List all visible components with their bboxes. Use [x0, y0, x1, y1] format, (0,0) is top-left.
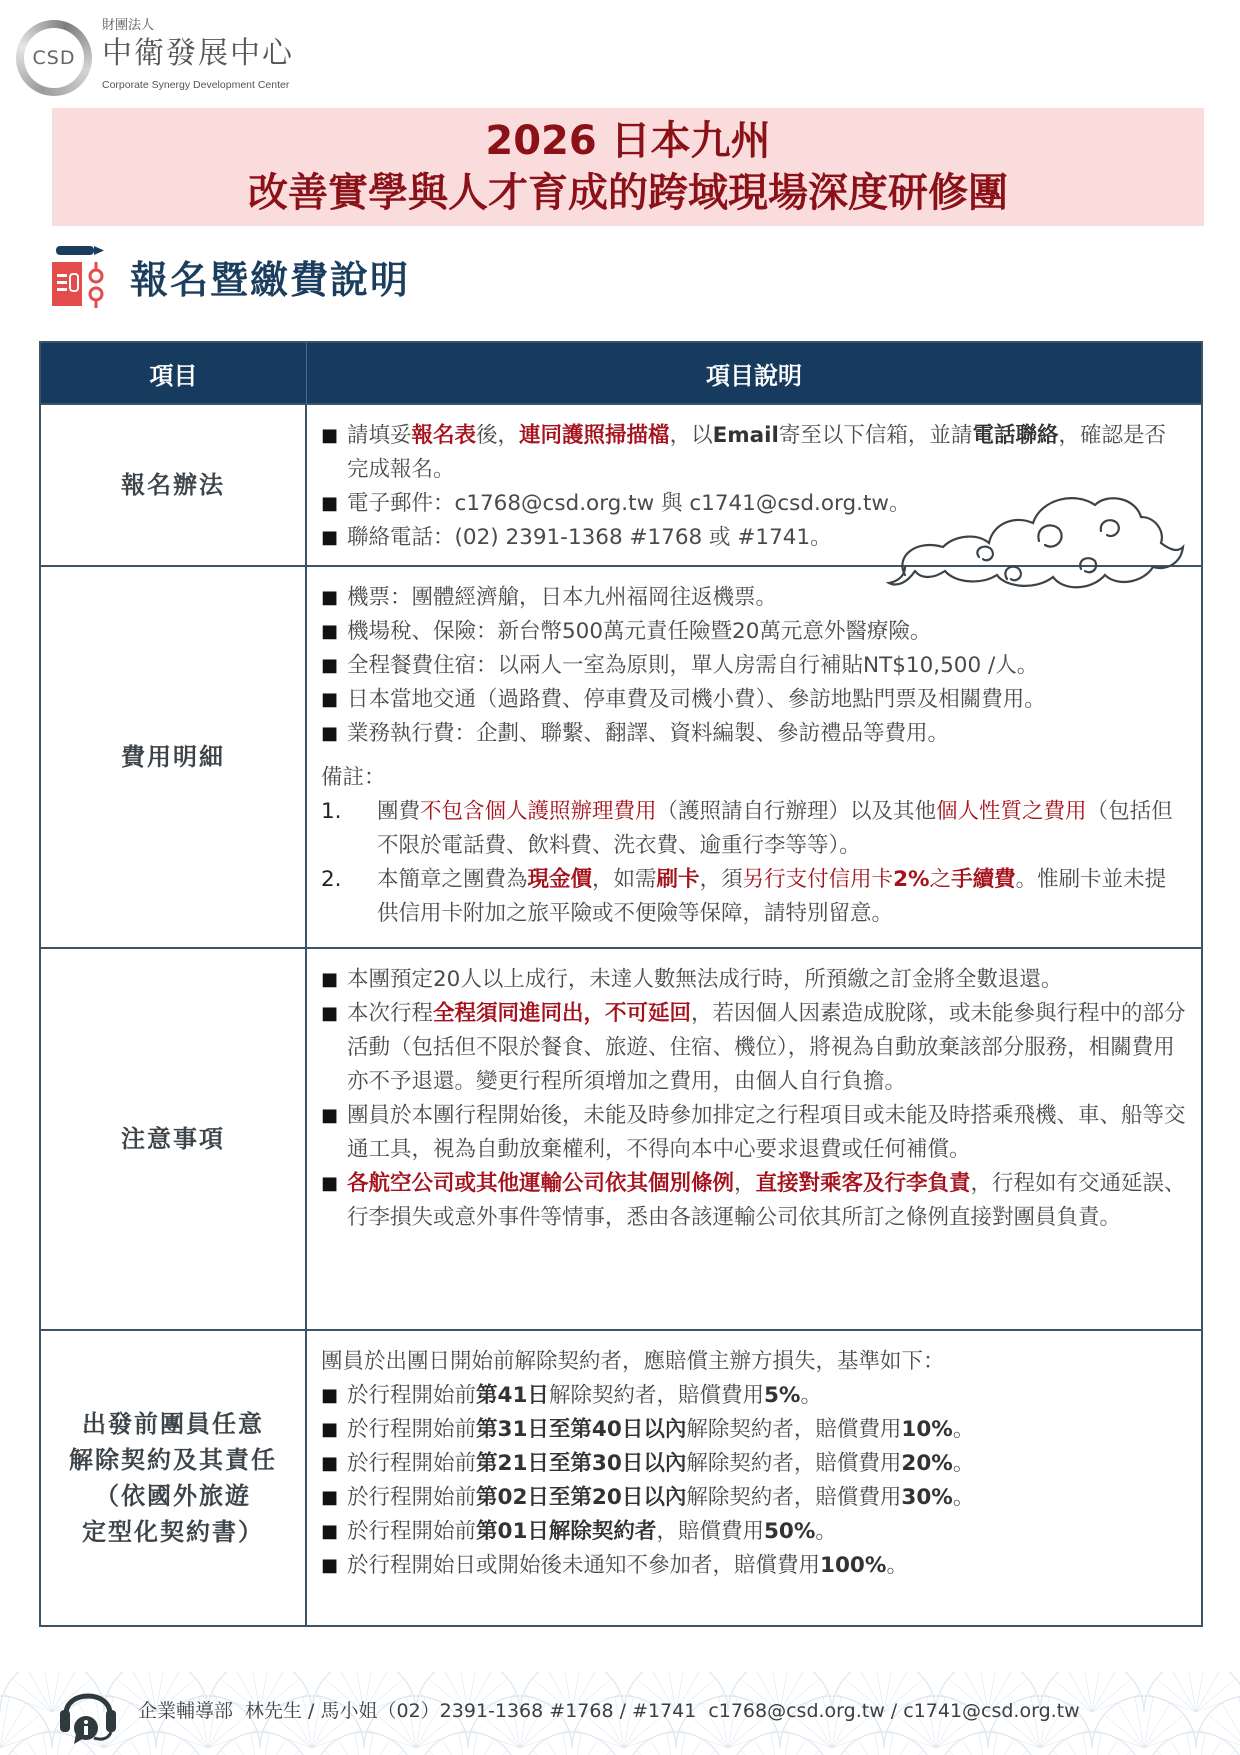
footer-contacts: 林先生 / 馬小姐（02）2391-1368 #1768 / #1741 [245, 1700, 697, 1722]
emphasis-text: 現金價 [527, 867, 593, 892]
square-bullet-icon: ■ [321, 493, 339, 514]
square-bullet-icon: ■ [321, 1385, 339, 1406]
bullet-list [321, 419, 1187, 555]
fan-rib [884, 1739, 910, 1755]
fan-rib [156, 1739, 182, 1755]
label-line: 定型化契約書） [82, 1518, 264, 1546]
item-text [347, 1481, 1187, 1515]
fan-rib [1208, 1715, 1240, 1748]
emphasis-text: 50% [763, 1519, 816, 1544]
text-segment: 。惟刷卡並未提供信用卡附加之旅平險或不便險等保障，請特別留意。 [377, 867, 1167, 926]
bullet-item [321, 487, 1187, 521]
text-segment: 日本當地交通（過路費、停車費及司機小費）、參訪地點門票及相關費用。 [347, 687, 1046, 712]
emphasis-text: 10% [901, 1417, 953, 1442]
fan-rib [43, 1672, 52, 1712]
bullet-item [321, 1549, 1187, 1583]
row-content [307, 949, 1201, 1329]
footer-department: 企業輔導部 [138, 1700, 234, 1722]
text-segment: ，如需 [592, 867, 657, 892]
fan-rib [676, 1739, 702, 1755]
square-bullet-icon: ■ [321, 1555, 339, 1576]
text-segment: ，以 [669, 423, 713, 448]
note-label: 備註： [321, 765, 386, 790]
label-line: （依國外旅遊 [95, 1482, 251, 1510]
emphasis-text: 第31日至第40日以內 [476, 1417, 687, 1442]
fan-rib [1196, 1694, 1240, 1712]
bullet-item [321, 963, 1187, 997]
item-text [347, 997, 1187, 1099]
text-segment: 於行程開始前 [347, 1451, 477, 1476]
logo-name: 中衛發展中心 [102, 36, 294, 71]
text-segment: ，賠償費用 [656, 1519, 764, 1544]
item-text [347, 581, 1187, 615]
fan-rib [1187, 1672, 1196, 1712]
bullet-item [321, 1379, 1187, 1413]
label-line: 解除契約及其責任 [69, 1446, 277, 1474]
banner-title-line1: 2026 日本九州 [485, 118, 771, 164]
row-label: 注意事項 [41, 949, 307, 1329]
text-segment: 寄至以下信箱，並請 [778, 423, 973, 448]
text-segment: ，確認是否完成報名。 [347, 423, 1166, 482]
fan-rib [572, 1739, 598, 1755]
emphasis-text: 刷卡 [656, 867, 700, 892]
square-bullet-icon: ■ [321, 621, 339, 642]
row-content [307, 567, 1201, 947]
emphasis-text: 電話聯絡 [972, 423, 1059, 448]
text-segment: （護照請自行辦理）以及其他 [656, 799, 937, 824]
square-bullet-icon: ■ [321, 1521, 339, 1542]
bullet-item [321, 1481, 1187, 1515]
square-bullet-icon: ■ [321, 587, 339, 608]
fan-rib [780, 1739, 806, 1755]
square-bullet-icon: ■ [321, 527, 339, 548]
fan-arc [1144, 1732, 1240, 1755]
text-segment: 。 [952, 1451, 975, 1476]
bullet-list [321, 963, 1187, 1235]
text-segment: 。 [886, 1553, 908, 1578]
logo-text-block [102, 18, 294, 92]
square-bullet-icon: ■ [321, 655, 339, 676]
emphasis-text: 30% [901, 1485, 953, 1510]
bullet-item [321, 1447, 1187, 1481]
item-text [347, 521, 1187, 555]
item-text [347, 1447, 1187, 1481]
fan-rib [988, 1739, 1014, 1755]
item-text [347, 1167, 1187, 1235]
text-segment: 。 [952, 1485, 975, 1510]
emphasis-text: 手續費 [951, 867, 1016, 892]
bullet-item [321, 683, 1187, 717]
item-text [347, 683, 1187, 717]
bullet-list [321, 1379, 1187, 1583]
footer-emails[interactable]: c1768@csd.org.tw / c1741@csd.org.tw [708, 1700, 1080, 1722]
text-segment: 機場稅、保險：新台幣500萬元責任險暨20萬元意外醫療險。 [347, 619, 932, 644]
item-text [347, 1099, 1187, 1167]
text-segment: 。 [815, 1519, 837, 1544]
bullet-item [321, 581, 1187, 615]
text-segment: 於行程開始前 [347, 1383, 477, 1408]
fan-rib [858, 1739, 884, 1755]
square-bullet-icon: ■ [321, 1105, 339, 1126]
text-segment: ， [734, 1171, 756, 1196]
fan-rib [1092, 1672, 1101, 1712]
table-row-registration [41, 403, 1201, 565]
emphasis-text: 連同護照掃描檔 [519, 423, 670, 448]
row-label: 費用明細 [41, 567, 307, 947]
item-text [347, 1515, 1187, 1549]
text-segment: （包括但不限於電話費、飲料費、洗衣費、逾重行李等等）。 [377, 799, 1173, 858]
fan-arc [1144, 1672, 1240, 1712]
label-line: 出發前團員任意 [82, 1410, 264, 1438]
numbered-notes [321, 795, 1187, 931]
square-bullet-icon: ■ [321, 1453, 339, 1474]
fan-rib [546, 1739, 572, 1755]
item-text [347, 419, 1187, 487]
title-banner [52, 108, 1204, 226]
square-bullet-icon: ■ [321, 689, 339, 710]
item-text [347, 1413, 1187, 1447]
fan-rib [260, 1739, 286, 1755]
row-label [41, 1331, 307, 1625]
text-segment: 解除契約者，賠償費用 [686, 1451, 902, 1476]
text-segment: ，若因個人因素造成脫隊，或未能參與行程中的部分活動（包括但不限於餐食、旅遊、住宿、機位），將視為自動放棄該部分服務，相關費用亦不予退還。變更行程所須增加之費用，由個人自行負擔。 [347, 1001, 1186, 1094]
text-segment: 。 [800, 1383, 822, 1408]
row-content [307, 405, 1201, 565]
note-number: 2. [321, 867, 342, 892]
fan-rib [962, 1739, 988, 1755]
fan-rib [1170, 1739, 1196, 1755]
emphasis-text: 全程須同進同出，不可延回 [433, 1001, 692, 1026]
item-text [347, 963, 1187, 997]
bullet-item [321, 717, 1187, 751]
row-content [307, 1331, 1201, 1625]
square-bullet-icon: ■ [321, 425, 339, 446]
emphasis-text: 之 [929, 867, 952, 892]
emphasis-text: Email [712, 423, 779, 448]
text-segment: 聯絡電話：(02) 2391-1368 #1768 或 #1741。 [347, 525, 832, 550]
text-segment: 電子郵件：c1768@csd.org.tw 與 c1741@csd.org.tw。 [347, 491, 911, 516]
text-segment: 團費 [377, 799, 421, 824]
csd-logo-mark [16, 20, 92, 96]
square-bullet-icon: ■ [321, 723, 339, 744]
cancellation-intro: 團員於出團日開始前解除契約者，應賠償主辦方損失，基準如下： [321, 1349, 945, 1374]
fan-rib [1196, 1672, 1205, 1712]
text-segment: 解除契約者，賠償費用 [686, 1417, 902, 1442]
fan-rib [1092, 1739, 1118, 1755]
text-segment: 本團預定20人以上成行，未達人數無法成行時，所預繳之訂金將全數退還。 [347, 967, 1063, 992]
section-heading [52, 246, 652, 310]
text-segment: 於行程開始前 [347, 1417, 477, 1442]
section-title: 報名暨繳費說明 [130, 258, 411, 302]
fan-rib [1196, 1739, 1222, 1755]
square-bullet-icon: ■ [321, 969, 339, 990]
table-row-notices [41, 947, 1201, 1329]
registration-fee-table [39, 341, 1203, 1627]
text-segment: 團員於本團行程開始後，未能及時參加排定之行程項目或未能及時搭乘飛機、車、船等交通工具，視為自動放棄權利，不得向本中心要求退費或任何補償。 [347, 1103, 1186, 1162]
square-bullet-icon: ■ [321, 1003, 339, 1024]
fan-rib [26, 1739, 52, 1755]
bullet-list [321, 581, 1187, 751]
note-number: 1. [321, 799, 342, 824]
fan-rib [234, 1739, 260, 1755]
bullet-item [321, 1099, 1187, 1167]
item-text [377, 863, 1187, 931]
item-text [347, 717, 1187, 751]
emphasis-text: 第41日 [476, 1383, 549, 1408]
text-segment: ，行程如有交通延誤、行李損失或意外事件等情事，悉由各該運輸公司依其所訂之條例直接對團員負責。 [347, 1171, 1186, 1230]
text-segment: 於行程開始前 [347, 1485, 477, 1510]
headset-info-icon [56, 1678, 120, 1744]
emphasis-text: 100% [820, 1553, 887, 1578]
table-header [41, 343, 1201, 403]
text-segment: 於行程開始日或開始後未通知不參加者，賠償費用 [347, 1553, 821, 1578]
emphasis-text: 報名表 [411, 423, 477, 448]
item-text [347, 649, 1187, 683]
text-segment: 業務執行費：企劃、聯繫、翻譯、資料編製、參訪禮品等費用。 [347, 721, 950, 746]
text-segment: 。 [952, 1417, 975, 1442]
text-segment: 後， [476, 423, 520, 448]
bullet-item [321, 649, 1187, 683]
fan-rib [364, 1739, 390, 1755]
emphasis-text: 20% [901, 1451, 953, 1476]
text-segment: 機票：團體經濟艙，日本九州福岡往返機票。 [347, 585, 778, 610]
bullet-item [321, 419, 1187, 487]
item-text [347, 615, 1187, 649]
emphasis-text: 個人性質之費用 [936, 799, 1087, 824]
emphasis-text: 5% [763, 1383, 801, 1408]
emphasis-text: 另行支付信用卡 [742, 867, 894, 892]
header-item: 項目 [41, 343, 307, 403]
fan-rib [650, 1739, 676, 1755]
logo-subtitle: 財團法人 [102, 18, 155, 33]
text-segment: 全程餐費住宿：以兩人一室為原則，單人房需自行補貼NT$10,500 /人。 [347, 653, 1039, 678]
emphasis-text: 第02日至第20日以內 [476, 1485, 687, 1510]
text-segment: 於行程開始前 [347, 1519, 477, 1544]
banner-title-line2: 改善實學與人才育成的跨域現場深度研修團 [248, 170, 1008, 216]
logo-mark-text: CSD [32, 47, 76, 69]
fan-rib [754, 1739, 780, 1755]
contact-footer [0, 1672, 1240, 1755]
invoice-pen-icon [52, 246, 114, 310]
fan-rib [130, 1739, 156, 1755]
row-label: 報名辦法 [41, 405, 307, 565]
item-text [377, 795, 1187, 863]
emphasis-text: 各航空公司或其他運輸公司依其個別條例 [347, 1171, 735, 1196]
square-bullet-icon: ■ [321, 1419, 339, 1440]
footer-contact-text [138, 1698, 1092, 1724]
logo-english-name: Corporate Synergy Development Center [102, 79, 290, 91]
emphasis-text: 2% [893, 867, 930, 892]
text-segment: 解除契約者，賠償費用 [548, 1383, 764, 1408]
text-segment: 本次行程 [347, 1001, 434, 1026]
text-segment: ，須 [699, 867, 743, 892]
table-row-fee-details [41, 565, 1201, 947]
fan-rib [338, 1739, 364, 1755]
item-text [347, 1379, 1187, 1413]
fan-rib [468, 1739, 494, 1755]
bullet-item [321, 615, 1187, 649]
fan-rib [1066, 1739, 1092, 1755]
square-bullet-icon: ■ [321, 1173, 339, 1194]
emphasis-text: 第21日至第30日以內 [476, 1451, 687, 1476]
text-segment: 請填妥 [347, 423, 412, 448]
emphasis-text: 直接對乘客及行李負責 [755, 1171, 971, 1196]
bullet-item [321, 1413, 1187, 1447]
item-text [347, 1549, 1187, 1583]
note-item [321, 795, 1187, 863]
text-segment: 解除契約者，賠償費用 [686, 1485, 902, 1510]
text-segment: 本簡章之團費為 [377, 867, 528, 892]
bullet-item [321, 521, 1187, 555]
item-text [347, 487, 1187, 521]
fan-rib [442, 1739, 468, 1755]
bullet-item [321, 1167, 1187, 1235]
header-description: 項目說明 [706, 361, 802, 390]
note-item [321, 863, 1187, 931]
emphasis-text: 第01日解除契約者 [476, 1519, 657, 1544]
bullet-item [321, 997, 1187, 1099]
organization-logo [16, 18, 336, 100]
bullet-item [321, 1515, 1187, 1549]
emphasis-text: 不包含個人護照辦理費用 [420, 799, 657, 824]
square-bullet-icon: ■ [321, 1487, 339, 1508]
table-row-cancellation [41, 1329, 1201, 1625]
